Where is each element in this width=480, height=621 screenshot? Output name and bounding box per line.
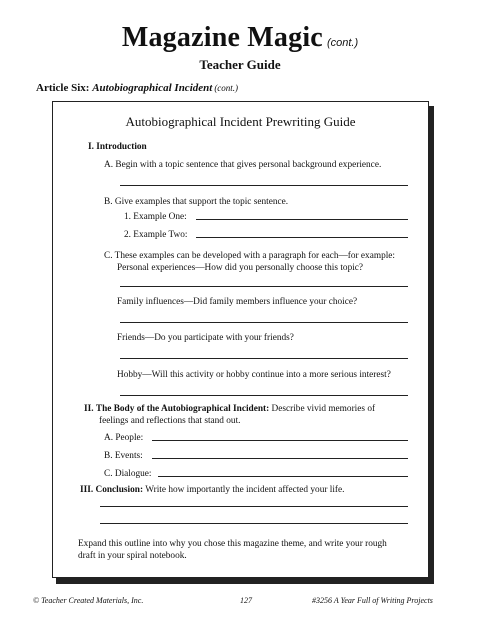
hobby-prompt: Hobby—Will this activity or hobby continue into a more serious interest? — [117, 370, 391, 380]
closing-instructions: Expand this outline into why you chose this magazine theme, and write your rough — [78, 539, 387, 549]
section-1-item-b: B. Give examples that support the topic sentence. — [104, 197, 289, 207]
section-2-text: Describe vivid memories of — [271, 404, 376, 414]
answer-line-example-one[interactable] — [196, 219, 408, 220]
section-2-heading — [84, 403, 375, 415]
page-title — [0, 22, 480, 54]
footer-copyright: © Teacher Created Materials, Inc. — [33, 596, 144, 605]
answer-line-example-two[interactable] — [196, 237, 408, 238]
page-title-text: Magazine Magic — [121, 22, 323, 53]
section-3-number: III. — [80, 485, 94, 495]
answer-line-friends[interactable] — [120, 358, 408, 359]
people-label: A. People: — [104, 433, 144, 443]
section-3-title: Conclusion: — [95, 485, 144, 495]
section-1-item-c: C. These examples can be developed with a paragraph for each—for example: — [104, 251, 396, 261]
answer-line-events[interactable] — [152, 458, 408, 459]
example-two-label: 2. Example Two: — [124, 230, 188, 240]
article-name: Autobiographical Incident — [92, 82, 213, 94]
article-label: Article Six: — [36, 82, 90, 94]
guide-title: Autobiographical Incident Prewriting Guide — [125, 114, 356, 129]
answer-line-conclusion-1[interactable] — [100, 506, 408, 507]
example-one-label: 1. Example One: — [124, 212, 187, 222]
footer-page-number: 127 — [240, 596, 252, 605]
article-note: (cont.) — [214, 83, 239, 93]
answer-line-dialogue[interactable] — [158, 476, 408, 477]
answer-line-personal-experiences[interactable] — [120, 286, 408, 287]
section-3-heading — [80, 484, 344, 496]
answer-line-topic-sentence[interactable] — [120, 185, 408, 186]
answer-line-hobby[interactable] — [120, 395, 408, 396]
friends-prompt: Friends—Do you participate with your friends? — [117, 333, 294, 343]
dialogue-label: C. Dialogue: — [104, 469, 152, 479]
section-2-text-cont: feelings and reflections that stand out. — [99, 416, 241, 426]
footer-product-title: #3256 A Year Full of Writing Projects — [312, 596, 433, 605]
events-label: B. Events: — [104, 451, 143, 461]
answer-line-people[interactable] — [152, 440, 408, 441]
page-subtitle: Teacher Guide — [199, 57, 281, 72]
article-heading — [36, 82, 238, 94]
personal-experiences-prompt: Personal experiences—How did you personally choose this topic? — [117, 263, 364, 273]
section-2-number: II. — [84, 404, 94, 414]
section-2-title: The Body of the Autobiographical Incident: — [95, 404, 270, 414]
page-title-note: (cont.) — [326, 37, 359, 49]
answer-line-family-influences[interactable] — [120, 322, 408, 323]
closing-instructions-cont: draft in your spiral notebook. — [78, 551, 187, 561]
answer-line-conclusion-2[interactable] — [100, 523, 408, 524]
section-3-text: Write how importantly the incident affected your life. — [145, 485, 345, 495]
section-1-heading: I. Introduction — [88, 142, 147, 152]
family-influences-prompt: Family influences—Did family members influence your choice? — [117, 297, 358, 307]
section-1-item-a: A. Begin with a topic sentence that gives personal background experience. — [104, 160, 382, 170]
